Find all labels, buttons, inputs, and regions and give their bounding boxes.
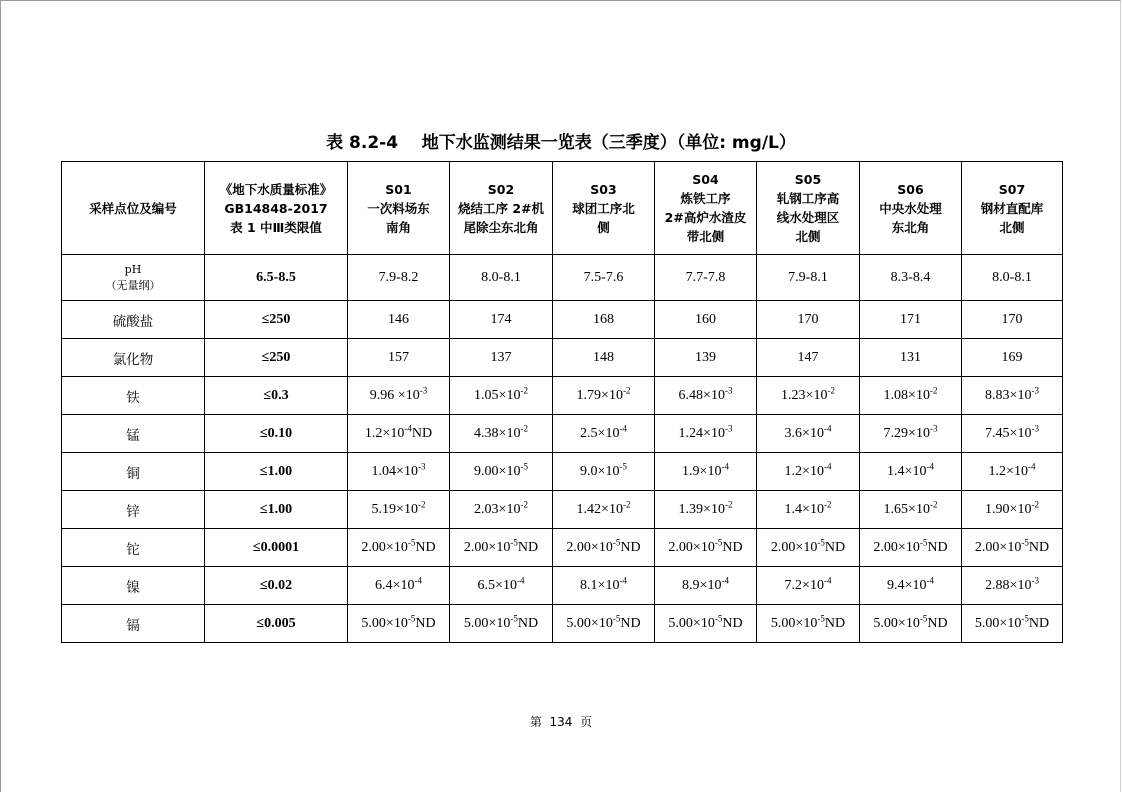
value-cell: 168: [553, 301, 655, 339]
standard-limit-cell: ≤0.10: [205, 415, 348, 453]
value-cell: $1.65\times 10^{-2}$: [860, 491, 962, 529]
exponent: -2: [520, 422, 528, 433]
value-cell: 131: [860, 339, 962, 377]
header-line: 一次料场东: [367, 200, 430, 216]
exponent: -2: [520, 384, 528, 395]
exponent: -3: [1031, 422, 1039, 433]
value-cell: $1.23\times 10^{-2}$: [757, 377, 860, 415]
header-standard: [205, 162, 348, 255]
table-row: [62, 453, 1063, 491]
header-row: [62, 162, 1063, 255]
exponent: -4: [404, 422, 412, 433]
exponent: -3: [724, 384, 733, 395]
header-site-2: [450, 162, 553, 255]
parameter-cell: 镍: [62, 567, 205, 605]
value-cell: 7.7-7.8: [655, 255, 757, 301]
header-site-1: [348, 162, 450, 255]
exponent: -3: [929, 422, 938, 433]
header-line: S01: [385, 181, 412, 197]
value-cell: $2.03\times 10^{-2}$: [450, 491, 553, 529]
header-line: 2#高炉水渣皮: [664, 210, 747, 225]
value-cell: 170: [962, 301, 1063, 339]
parameter-cell: 铜: [62, 453, 205, 491]
table-title: 表 8.2-4 地下水监测结果一览表（三季度）（单位: mg/L）: [326, 133, 796, 153]
standard-limit-cell: ≤0.0001: [205, 529, 348, 567]
value-cell: 147: [757, 339, 860, 377]
exponent: -5: [612, 612, 621, 623]
value-cell: $6.5\times 10^{-4}$: [450, 567, 553, 605]
value-cell: $1.2\times 10^{-4}ND$: [348, 415, 450, 453]
parameter-cell: 锰: [62, 415, 205, 453]
header-line: S06: [897, 181, 924, 197]
exponent: -5: [817, 612, 825, 623]
value-cell: $7.45\times 10^{-3}$: [962, 415, 1063, 453]
exponent: -2: [823, 498, 832, 509]
value-cell: $1.05\times 10^{-2}$: [450, 377, 553, 415]
value-cell: $5.00\times 10^{-5}ND$: [860, 605, 962, 643]
header-line: 表 1 中Ⅲ类限值: [230, 219, 322, 235]
value-cell: 174: [450, 301, 553, 339]
table-row: [62, 491, 1063, 529]
standard-limit-cell: ≤1.00: [205, 491, 348, 529]
value-cell: $1.4\times 10^{-2}$: [757, 491, 860, 529]
exponent: -5: [520, 460, 528, 471]
exponent: -5: [1021, 536, 1029, 547]
exponent: -4: [926, 460, 934, 471]
exponent: -3: [1031, 384, 1039, 395]
exponent: -4: [926, 574, 934, 585]
header-line: 中央水处理: [879, 200, 942, 216]
exponent: -4: [823, 574, 832, 585]
exponent: -4: [414, 574, 422, 585]
exponent: -5: [919, 536, 928, 547]
exponent: -2: [929, 384, 938, 395]
page-number: 第 134 页: [529, 715, 593, 729]
table-row: [62, 339, 1063, 377]
header-line: 尾除尘东北角: [463, 219, 539, 235]
table-row: [62, 567, 1063, 605]
header-line: S07: [998, 181, 1026, 197]
exponent: -2: [520, 498, 528, 509]
value-cell: $1.42\times 10^{-2}$: [553, 491, 655, 529]
header-site-3: [553, 162, 655, 255]
header-site-5: [757, 162, 860, 255]
header-line: 带北侧: [686, 229, 725, 244]
exponent: -5: [407, 536, 416, 547]
exponent: -4: [721, 460, 729, 471]
value-cell: $2.00\times 10^{-5}ND$: [962, 529, 1063, 567]
header-site-6: [860, 162, 962, 255]
header-sampling-point: [62, 162, 205, 255]
parameter-unit: （无量纲）: [105, 278, 161, 292]
monitoring-results-table: [61, 161, 1063, 643]
value-cell: $2.00\times 10^{-5}ND$: [655, 529, 757, 567]
value-cell: $8.1\times 10^{-4}$: [553, 567, 655, 605]
exponent: -4: [619, 422, 627, 433]
value-cell: 148: [553, 339, 655, 377]
value-cell: 146: [348, 301, 450, 339]
value-cell: $2.00\times 10^{-5}ND$: [348, 529, 450, 567]
exponent: -2: [1031, 498, 1039, 509]
parameter-cell: 铁: [62, 377, 205, 415]
value-cell: $2.5\times 10^{-4}$: [553, 415, 655, 453]
parameter-cell: 锌: [62, 491, 205, 529]
exponent: -4: [516, 574, 525, 585]
value-cell: $1.9\times 10^{-4}$: [655, 453, 757, 491]
value-cell: $5.00\times 10^{-5}ND$: [450, 605, 553, 643]
header-line: 炼铁工序: [680, 191, 731, 206]
value-cell: 139: [655, 339, 757, 377]
value-cell: $5.00\times 10^{-5}ND$: [757, 605, 860, 643]
value-cell: 7.5-7.6: [553, 255, 655, 301]
value-cell: $1.2\times 10^{-4}$: [757, 453, 860, 491]
value-cell: $2.00\times 10^{-5}ND$: [860, 529, 962, 567]
parameter-cell: 氯化物: [62, 339, 205, 377]
value-cell: $2.00\times 10^{-5}ND$: [553, 529, 655, 567]
value-cell: $9.0\times 10^{-5}$: [553, 453, 655, 491]
value-cell: $5.00\times 10^{-5}ND$: [348, 605, 450, 643]
header-line: 东北角: [891, 219, 930, 235]
parameter-cell: 铊: [62, 529, 205, 567]
table-row: [62, 301, 1063, 339]
value-cell: $1.39\times 10^{-2}$: [655, 491, 757, 529]
header-line: S04: [692, 172, 719, 187]
value-cell: $1.08\times 10^{-2}$: [860, 377, 962, 415]
header-line: 采样点位及编号: [89, 200, 177, 216]
exponent: -2: [622, 498, 631, 509]
header-line: 侧: [597, 219, 610, 235]
table-row: [62, 255, 1063, 301]
exponent: -3: [724, 422, 733, 433]
value-cell: $2.00\times 10^{-5}ND$: [450, 529, 553, 567]
value-cell: 7.9-8.1: [757, 255, 860, 301]
header-line: 烧结工序 2#机: [457, 200, 545, 216]
value-cell: 8.3-8.4: [860, 255, 962, 301]
standard-limit-cell: ≤0.02: [205, 567, 348, 605]
value-cell: 160: [655, 301, 757, 339]
standard-limit-cell: ≤250: [205, 339, 348, 377]
value-cell: 171: [860, 301, 962, 339]
exponent: -5: [919, 612, 928, 623]
header-line: 球团工序北: [572, 200, 635, 216]
header-line: 轧钢工序高: [776, 191, 840, 206]
exponent: -3: [1031, 574, 1039, 585]
value-cell: $1.4\times 10^{-4}$: [860, 453, 962, 491]
header-line: S02: [487, 181, 515, 197]
exponent: -3: [417, 460, 426, 471]
table-body: [62, 255, 1063, 643]
exponent: -2: [827, 384, 835, 395]
exponent: -4: [721, 574, 729, 585]
value-cell: 8.0-8.1: [962, 255, 1063, 301]
exponent: -2: [929, 498, 938, 509]
parameter-cell: [62, 255, 205, 301]
table-row: [62, 415, 1063, 453]
exponent: -2: [622, 384, 631, 395]
value-cell: 137: [450, 339, 553, 377]
exponent: -2: [417, 498, 426, 509]
exponent: -4: [1027, 460, 1036, 471]
value-cell: $7.2\times 10^{-4}$: [757, 567, 860, 605]
value-cell: 170: [757, 301, 860, 339]
standard-limit-cell: ≤250: [205, 301, 348, 339]
header-line: 钢材直配库: [980, 200, 1044, 216]
exponent: -5: [510, 536, 518, 547]
standard-limit-cell: ≤1.00: [205, 453, 348, 491]
value-cell: $1.2\times 10^{-4}$: [962, 453, 1063, 491]
parameter-cell: 硫酸盐: [62, 301, 205, 339]
value-cell: 169: [962, 339, 1063, 377]
exponent: -4: [619, 574, 627, 585]
standard-limit-cell: 6.5-8.5: [205, 255, 348, 301]
value-cell: 157: [348, 339, 450, 377]
header-line: S03: [590, 181, 617, 197]
value-cell: $2.00\times 10^{-5}ND$: [757, 529, 860, 567]
header-line: 南角: [385, 219, 411, 235]
header-site-7: [962, 162, 1063, 255]
parameter-name: pH: [124, 262, 142, 276]
table-row: [62, 529, 1063, 567]
value-cell: 8.0-8.1: [450, 255, 553, 301]
value-cell: $9.96 \times 10^{-3}$: [348, 377, 450, 415]
value-cell: $8.9\times 10^{-4}$: [655, 567, 757, 605]
exponent: -5: [817, 536, 825, 547]
value-cell: $7.29\times 10^{-3}$: [860, 415, 962, 453]
value-cell: $5.19\times 10^{-2}$: [348, 491, 450, 529]
value-cell: $6.48\times 10^{-3}$: [655, 377, 757, 415]
value-cell: $1.79\times 10^{-2}$: [553, 377, 655, 415]
exponent: -3: [419, 384, 428, 395]
value-cell: $1.24\times 10^{-3}$: [655, 415, 757, 453]
standard-limit-cell: ≤0.005: [205, 605, 348, 643]
value-cell: $1.90\times 10^{-2}$: [962, 491, 1063, 529]
header-site-4: [655, 162, 757, 255]
header-line: 线水处理区: [776, 210, 840, 225]
exponent: -4: [823, 422, 832, 433]
value-cell: $8.83\times 10^{-3}$: [962, 377, 1063, 415]
standard-limit-cell: ≤0.3: [205, 377, 348, 415]
table-row: [62, 377, 1063, 415]
value-cell: $6.4\times 10^{-4}$: [348, 567, 450, 605]
exponent: -5: [612, 536, 621, 547]
header-line: 北侧: [999, 219, 1025, 235]
value-cell: 7.9-8.2: [348, 255, 450, 301]
exponent: -5: [407, 612, 416, 623]
exponent: -2: [724, 498, 733, 509]
header-line: 北侧: [795, 229, 821, 244]
exponent: -4: [823, 460, 832, 471]
exponent: -5: [510, 612, 518, 623]
value-cell: $9.4\times 10^{-4}$: [860, 567, 962, 605]
value-cell: $4.38\times 10^{-2}$: [450, 415, 553, 453]
exponent: -5: [714, 536, 723, 547]
value-cell: $5.00\times 10^{-5}ND$: [962, 605, 1063, 643]
value-cell: $2.88\times 10^{-3}$: [962, 567, 1063, 605]
header-line: S05: [794, 172, 822, 187]
value-cell: $5.00\times 10^{-5}ND$: [553, 605, 655, 643]
exponent: -5: [1021, 612, 1029, 623]
value-cell: $9.00\times 10^{-5}$: [450, 453, 553, 491]
value-cell: $1.04\times 10^{-3}$: [348, 453, 450, 491]
value-cell: $3.6\times 10^{-4}$: [757, 415, 860, 453]
exponent: -5: [619, 460, 627, 471]
parameter-cell: 镉: [62, 605, 205, 643]
header-line: GB14848-2017: [224, 200, 328, 216]
table-row: [62, 605, 1063, 643]
header-line: 《地下水质量标准》: [219, 181, 333, 197]
exponent: -5: [714, 612, 723, 623]
value-cell: $5.00\times 10^{-5}ND$: [655, 605, 757, 643]
